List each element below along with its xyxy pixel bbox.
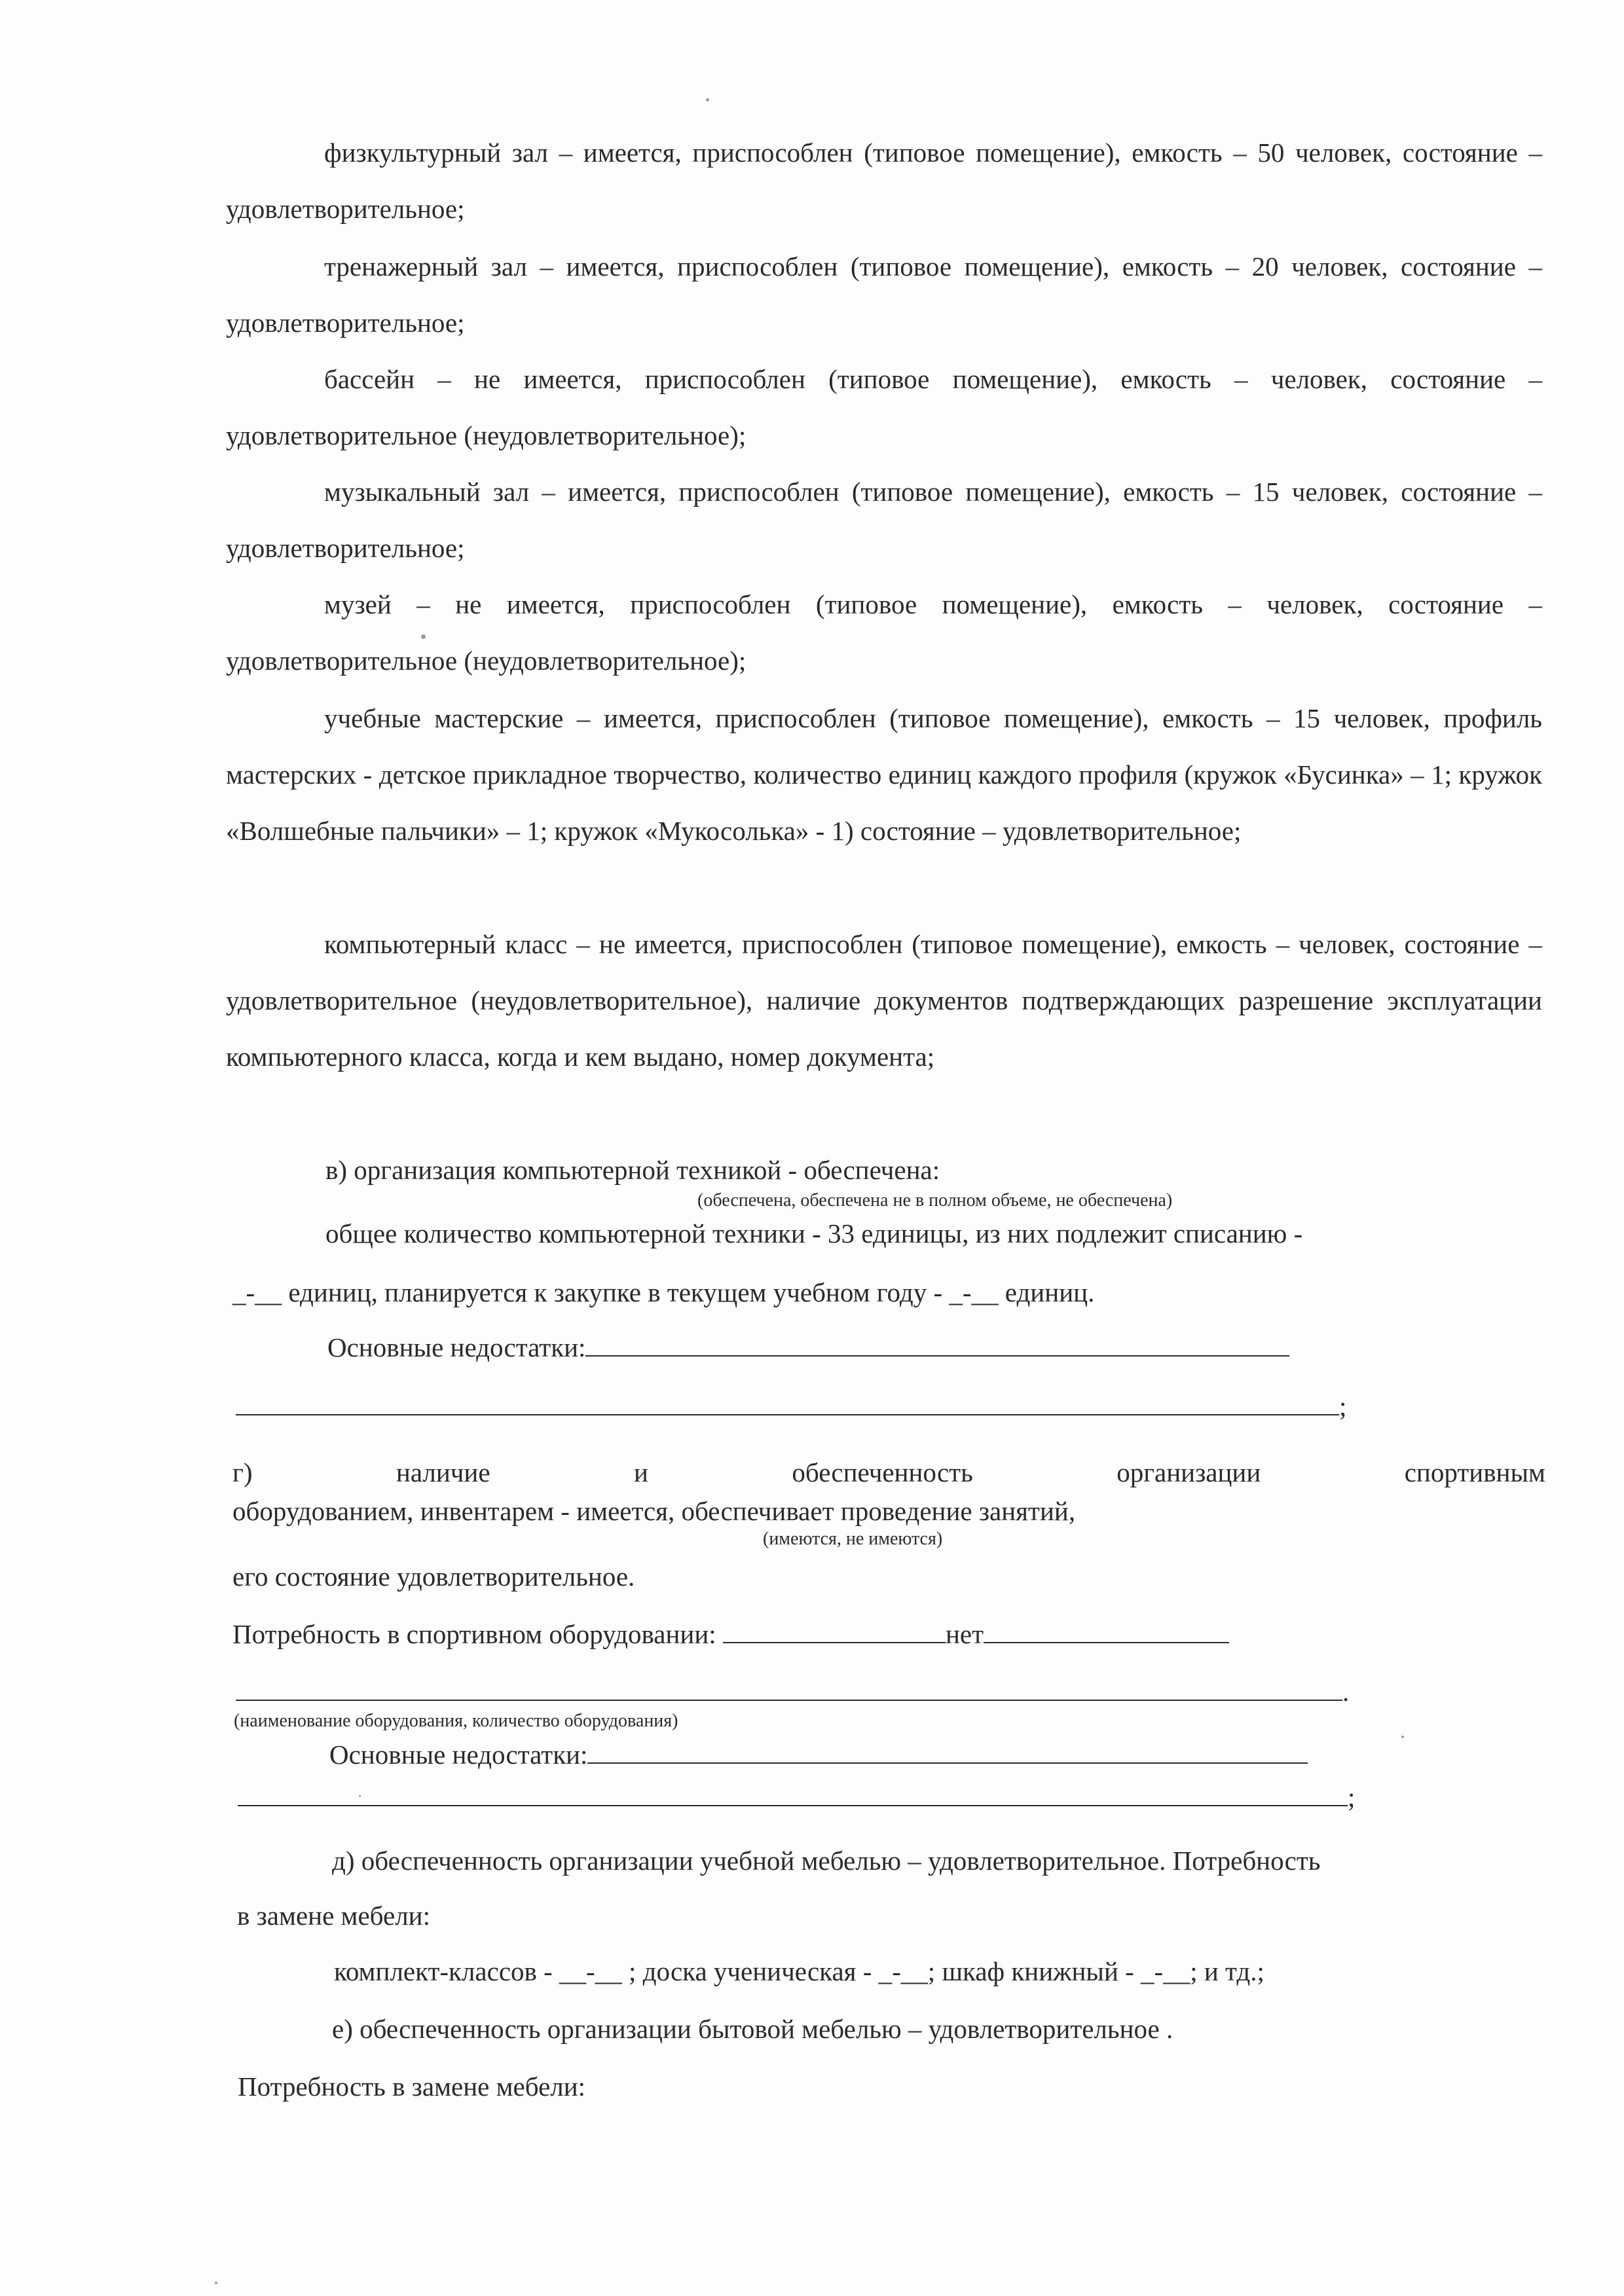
end-mark: . [1342,1677,1350,1707]
section-d-line2: в замене мебели: [237,1901,430,1931]
section-g-word: и [634,1457,648,1487]
need-value: нет [945,1619,984,1649]
blank-line [236,1677,1342,1701]
paragraph-workshops: учебные мастерские – имеется, приспособлен (типовое помещение), емкость – 15 человек, профиль мастерских - детское прикладное творчество, количество единиц каждого профиля (кружок «Бусинка» – 1; кружок «Волшебные пальчики» – 1; кружок «Мукосолька» - 1) состояние – удовлетворительное; [226,703,1542,846]
blank-line [236,1392,1339,1415]
section-g-deficiencies [329,1739,1308,1770]
sport-equipment-hint: (наименование оборудования, количество оборудования) [234,1711,678,1731]
scan-speck [1401,1736,1404,1738]
sport-equipment-need [232,1618,1229,1650]
section-g-line1 [232,1457,1545,1488]
deficiencies-label: Основные недостатки: [329,1740,588,1770]
scan-speck [215,2282,217,2284]
scan-speck [359,1795,361,1797]
paragraph-pool: бассейн – не имеется, приспособлен (типовое помещение), емкость – человек, состояние – удовлетворительное (неудовлетворительное); [226,364,1542,450]
section-v-line1: в) организация компьютерной техникой - обеспечена: [325,1155,940,1185]
blank-line [238,1783,1348,1806]
paragraph-gym: физкультурный зал – имеется, приспособлен (типовое помещение), емкость – 50 человек, состояние – удовлетворительное; [226,137,1542,224]
section-v-deficiencies [327,1332,1289,1363]
section-v-line2: общее количество компьютерной техники - 33 единицы, из них подлежит списанию - [325,1218,1303,1248]
section-g-word: спортивным [1404,1457,1545,1487]
paragraph-museum: музей – не имеется, приспособлен (типовое помещение), емкость – человек, состояние – удовлетворительное (неудовлетворительное); [226,589,1542,676]
paragraph-fitness-hall: тренажерный зал – имеется, приспособлен (типовое помещение), емкость – 20 человек, состояние – удовлетворительное; [226,251,1542,338]
section-v-blank-line [236,1391,1346,1422]
sport-equipment-blank-line [236,1676,1349,1707]
paragraph-music-hall: музыкальный зал – имеется, приспособлен (типовое помещение), емкость – 15 человек, состояние – удовлетворительное; [226,477,1542,563]
section-g-line2: оборудованием, инвентарем - имеется, обеспечивает проведение занятий, [232,1496,1076,1526]
need-label: Потребность в спортивном оборудовании: [232,1619,716,1649]
section-v-line3: _-__ единиц, планируется к закупке в текущем учебном году - _-__ единиц. [232,1277,1095,1307]
section-d-line1: д) обеспеченность организации учебной мебелью – удовлетворительное. Потребность [332,1846,1321,1876]
deficiencies-label: Основные недостатки: [327,1332,586,1362]
section-d-line3: комплект-классов - __-__ ; доска ученическая - _-__; шкаф книжный - _-__; и тд.; [334,1956,1264,1986]
section-e-line2: Потребность в замене мебели: [238,2071,586,2102]
section-g-hint: (имеются, не имеются) [763,1529,943,1549]
section-g-blank-line [238,1781,1355,1813]
section-g-line3: его состояние удовлетворительное. [232,1561,635,1592]
deficiencies-blank [587,1740,1308,1764]
section-v-hint: (обеспечена, обеспечена не в полном объеме, не обеспечена) [697,1190,1173,1211]
section-g-word: организации [1116,1457,1261,1487]
deficiencies-blank [585,1333,1289,1357]
section-g-word: наличие [396,1457,490,1487]
section-e-line1: е) обеспеченность организации бытовой мебелью – удовлетворительное . [332,2014,1173,2044]
end-mark: ; [1339,1391,1347,1421]
scan-speck [421,634,426,639]
section-g-word: обеспеченность [792,1457,973,1487]
paragraph-computer-class: компьютерный класс – не имеется, приспособлен (типовое помещение), емкость – человек, состояние – удовлетворительное (неудовлетворительное), наличие документов подтверждающих разрешение эксплуатации компьютерного класса, когда и кем выдано, номер документа; [226,929,1542,1072]
need-blank-2 [984,1620,1229,1643]
scan-speck [706,98,709,101]
need-blank-1 [723,1620,946,1643]
section-g-word: г) [232,1457,253,1487]
end-mark: ; [1348,1782,1356,1812]
